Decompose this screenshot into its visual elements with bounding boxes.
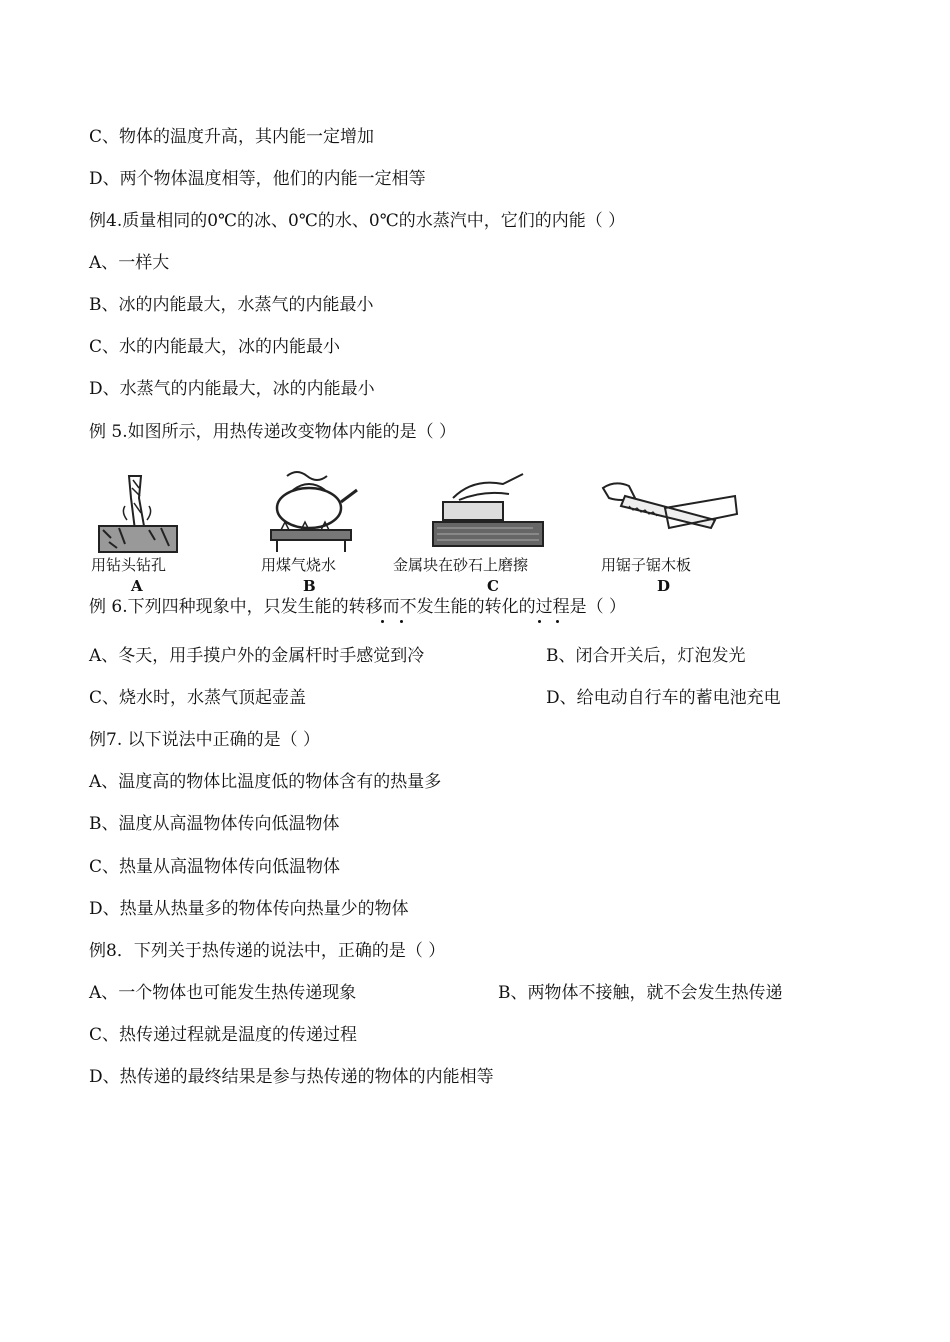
q6-option-c: C、烧水时，水蒸气顶起壶盖: [89, 688, 307, 708]
q7-stem: 例7. 以下说法中正确的是（ ）: [89, 730, 321, 750]
q4-option-c: C、水的内能最大，冰的内能最小: [89, 337, 341, 357]
q6-stem: 例 6.下列四种现象中，只发生能的转移而不发生能的转化的过程是（ ）: [89, 597, 627, 617]
drill-illustration: [89, 468, 199, 558]
figure-d: [595, 468, 745, 596]
q5-figure-row: [89, 468, 749, 596]
figure-c-letter: C: [487, 577, 499, 595]
figure-a-caption: 用钻头钻孔: [91, 556, 167, 574]
q6-option-b: B、闭合开关后，灯泡发光: [546, 646, 746, 666]
q4-stem: 例4.质量相同的0℃的冰、0℃的水、0℃的水蒸汽中，它们的内能（ ）: [89, 211, 626, 231]
emphasis-dot: [381, 620, 384, 623]
figure-a: [89, 468, 199, 596]
figure-a-letter: A: [131, 577, 143, 595]
q7-option-c: C、热量从高温物体传向低温物体: [89, 857, 341, 877]
q3-option-d: D、两个物体温度相等，他们的内能一定相等: [89, 169, 426, 189]
q4-option-d: D、水蒸气的内能最大，冰的内能最小: [89, 379, 375, 399]
q8-stem: 例8．下列关于热传递的说法中，正确的是（ ）: [89, 941, 446, 961]
q8-option-a: A、一个物体也可能发生热传递现象: [89, 983, 357, 1003]
q7-option-a: A、温度高的物体比温度低的物体含有的热量多: [89, 772, 442, 792]
q5-stem: 例 5.如图所示，用热传递改变物体内能的是（ ）: [89, 422, 457, 442]
emphasis-dot: [556, 620, 559, 623]
emphasis-dot: [538, 620, 541, 623]
q7-option-d: D、热量从热量多的物体传向热量少的物体: [89, 899, 409, 919]
q8-option-c: C、热传递过程就是温度的传递过程: [89, 1025, 358, 1045]
q8-option-d: D、热传递的最终结果是参与热传递的物体的内能相等: [89, 1067, 494, 1087]
q4-option-a: A、一样大: [89, 253, 170, 273]
figure-c-caption: 金属块在砂石上磨擦: [393, 556, 529, 574]
emphasis-dot: [400, 620, 403, 623]
figure-d-letter: D: [657, 577, 671, 595]
figure-b-letter: B: [303, 577, 316, 595]
q6-option-a: A、冬天，用手摸户外的金属杆时手感觉到冷: [89, 646, 425, 666]
figure-b-caption: 用煤气烧水: [261, 556, 337, 574]
q3-option-c: C、物体的温度升高，其内能一定增加: [89, 127, 375, 147]
q8-option-b: B、两物体不接触，就不会发生热传递: [498, 983, 783, 1003]
metal-rubbing-illustration: [393, 468, 573, 558]
q6-option-d: D、给电动自行车的蓄电池充电: [546, 688, 781, 708]
figure-d-caption: 用锯子锯木板: [601, 556, 692, 574]
q7-option-b: B、温度从高温物体传向低温物体: [89, 814, 340, 834]
figure-c: [393, 468, 573, 596]
saw-illustration: [595, 468, 745, 558]
kettle-illustration: [257, 468, 367, 558]
figure-b: [257, 468, 367, 596]
q4-option-b: B、冰的内能最大，水蒸气的内能最小: [89, 295, 374, 315]
